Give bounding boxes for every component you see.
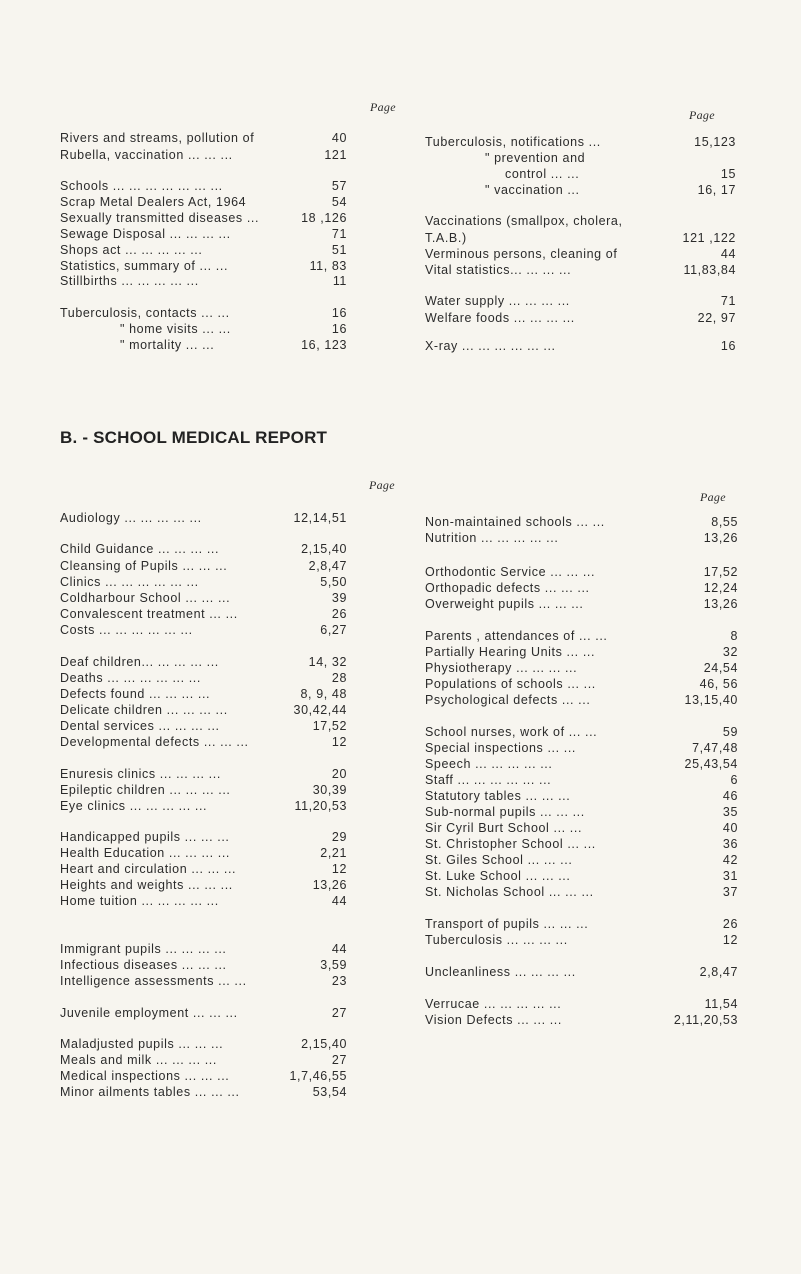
- entry-pages: 121 ,122: [682, 231, 736, 245]
- entry-label: Nutrition ... ... ... ... ...: [425, 531, 559, 545]
- index-entry: [60, 941, 347, 957]
- entry-pages: 46: [722, 789, 738, 803]
- entry-label: Handicapped pupils ... ... ...: [60, 830, 230, 844]
- entry-label: Scrap Metal Dealers Act, 1964: [60, 195, 247, 209]
- entry-pages: 24,54: [703, 661, 738, 675]
- index-entry: [60, 782, 347, 798]
- entry-label: Parents , attendances of ... ...: [425, 629, 608, 643]
- index-entry: [425, 692, 738, 708]
- entry-pages: 2,8,47: [699, 965, 738, 979]
- entry-pages: 25,43,54: [684, 757, 738, 771]
- entry-pages: 32: [722, 645, 738, 659]
- entry-label: Medical inspections ... ... ...: [60, 1069, 230, 1083]
- entry-label: Statutory tables ... ... ...: [425, 789, 571, 803]
- entry-label: Maladjusted pupils ... ... ...: [60, 1037, 224, 1051]
- index-entry: [60, 957, 347, 973]
- entry-pages: 30,39: [312, 783, 347, 797]
- index-entry: [60, 1084, 347, 1100]
- entry-label: Delicate children ... ... ... ...: [60, 703, 228, 717]
- entry-pages: 16, 17: [697, 183, 736, 197]
- index-entry: [425, 150, 736, 166]
- entry-pages: 11: [332, 274, 347, 288]
- entry-label: Transport of pupils ... ... ...: [425, 917, 589, 931]
- index-entry: [425, 820, 738, 836]
- index-entry: [425, 338, 736, 354]
- entry-pages: 16, 123: [301, 338, 347, 352]
- entry-label: Vaccinations (smallpox, cholera,: [425, 214, 623, 228]
- entry-pages: 42: [722, 853, 738, 867]
- index-entry: [425, 884, 738, 900]
- entry-label: Vision Defects ... ... ...: [425, 1013, 562, 1027]
- entry-label: Convalescent treatment ... ...: [60, 607, 238, 621]
- entry-label: Coldharbour School ... ... ...: [60, 591, 231, 605]
- entry-pages: 6,27: [320, 623, 347, 637]
- index-entry: [60, 210, 347, 226]
- index-entry: [60, 558, 347, 574]
- index-entry: [60, 574, 347, 590]
- entry-pages: 3,59: [320, 958, 347, 972]
- entry-pages: 2,15,40: [301, 1037, 347, 1051]
- entry-pages: 23: [331, 974, 347, 988]
- entry-pages: 46, 56: [699, 677, 738, 691]
- entry-pages: 6: [730, 773, 738, 787]
- entry-pages: 12,24: [703, 581, 738, 595]
- index-entry: [425, 724, 738, 740]
- index-entry: [425, 932, 738, 948]
- entry-pages: 44: [331, 894, 347, 908]
- entry-pages: 14, 32: [308, 655, 347, 669]
- index-entry: [425, 134, 736, 150]
- entry-label: Clinics ... ... ... ... ... ...: [60, 575, 199, 589]
- entry-label: Tuberculosis, contacts ... ...: [60, 306, 230, 320]
- entry-label: Speech ... ... ... ... ...: [425, 757, 553, 771]
- entry-label: Sub-normal pupils ... ... ...: [425, 805, 585, 819]
- index-entry: [425, 964, 738, 980]
- index-entry: [60, 686, 347, 702]
- entry-label: Schools ... ... ... ... ... ... ...: [60, 179, 223, 193]
- page-column-header: Page: [689, 108, 715, 122]
- entry-label: Deaths ... ... ... ... ... ...: [60, 671, 201, 685]
- entry-pages: 37: [722, 885, 738, 899]
- entry-pages: 29: [331, 830, 347, 844]
- index-entry: [60, 766, 347, 782]
- entry-pages: 22, 97: [697, 311, 736, 325]
- entry-label: Dental services ... ... ... ...: [60, 719, 220, 733]
- index-entry: [60, 273, 347, 289]
- index-entry: [60, 861, 347, 877]
- entry-pages: 44: [720, 247, 736, 261]
- index-entry: [425, 182, 736, 198]
- index-entry: [425, 676, 738, 692]
- index-entry: [425, 230, 736, 246]
- index-entry: [60, 877, 347, 893]
- entry-pages: 16: [331, 322, 347, 336]
- entry-label: Health Education ... ... ... ...: [60, 846, 230, 860]
- entry-pages: 13,15,40: [684, 693, 738, 707]
- index-entry: [60, 258, 347, 274]
- index-entry: [425, 310, 736, 326]
- section-title: B. - SCHOOL MEDICAL REPORT: [60, 428, 328, 447]
- entry-label: " vaccination ...: [485, 183, 580, 197]
- entry-pages: 11,20,53: [294, 799, 347, 813]
- index-entry: [60, 337, 347, 353]
- entry-label: Tuberculosis ... ... ... ...: [425, 933, 568, 947]
- entry-label: Statistics, summary of ... ...: [60, 259, 229, 273]
- entry-pages: 27: [331, 1053, 347, 1067]
- entry-pages: 28: [331, 671, 347, 685]
- entry-pages: 121: [324, 148, 347, 162]
- entry-label: Eye clinics ... ... ... ... ...: [60, 799, 208, 813]
- entry-label: Overweight pupils ... ... ...: [425, 597, 584, 611]
- index-entry: [60, 718, 347, 734]
- entry-label: Sir Cyril Burt School ... ...: [425, 821, 583, 835]
- entry-pages: 31: [722, 869, 738, 883]
- index-entry: [60, 845, 347, 861]
- entry-pages: 13,26: [703, 597, 738, 611]
- index-entry: [425, 628, 738, 644]
- index-entry: [60, 590, 347, 606]
- entry-pages: 5,50: [320, 575, 347, 589]
- index-entry: [60, 130, 347, 146]
- entry-label: Enuresis clinics ... ... ... ...: [60, 767, 221, 781]
- entry-pages: 44: [331, 942, 347, 956]
- entry-label: Defects found ... ... ... ...: [60, 687, 211, 701]
- entry-label: Heart and circulation ... ... ...: [60, 862, 237, 876]
- index-entry: [425, 868, 738, 884]
- entry-label: St. Luke School ... ... ...: [425, 869, 571, 883]
- entry-pages: 2,8,47: [308, 559, 347, 573]
- entry-pages: 2,21: [320, 846, 347, 860]
- index-entry: [425, 996, 738, 1012]
- entry-pages: 39: [331, 591, 347, 605]
- index-entry: [425, 644, 738, 660]
- entry-pages: 2,11,20,53: [673, 1013, 738, 1027]
- index-entry: [425, 660, 738, 676]
- entry-label: " prevention and: [485, 151, 586, 165]
- entry-pages: 35: [722, 805, 738, 819]
- entry-pages: 40: [331, 131, 347, 145]
- entry-label: Partially Hearing Units ... ...: [425, 645, 596, 659]
- entry-pages: 12: [722, 933, 738, 947]
- index-entry: [425, 166, 736, 182]
- index-entry: [425, 836, 738, 852]
- index-entry: [60, 622, 347, 638]
- entry-pages: 17,52: [312, 719, 347, 733]
- index-entry: [60, 893, 347, 909]
- entry-pages: 71: [720, 294, 736, 308]
- entry-pages: 18 ,126: [301, 211, 347, 225]
- entry-label: Orthopadic defects ... ... ...: [425, 581, 590, 595]
- entry-pages: 40: [722, 821, 738, 835]
- entry-label: Audiology ... ... ... ... ...: [60, 511, 202, 525]
- entry-label: Immigrant pupils ... ... ... ...: [60, 942, 227, 956]
- entry-pages: 71: [331, 227, 347, 241]
- index-entry: [425, 580, 738, 596]
- entry-label: Juvenile employment ... ... ...: [60, 1006, 238, 1020]
- entry-label: Sewage Disposal ... ... ... ...: [60, 227, 231, 241]
- entry-pages: 27: [331, 1006, 347, 1020]
- index-entry: [425, 596, 738, 612]
- index-entry: [425, 262, 736, 278]
- index-entry: [425, 772, 738, 788]
- entry-label: Shops act ... ... ... ... ...: [60, 243, 203, 257]
- entry-label: Orthodontic Service ... ... ...: [425, 565, 596, 579]
- entry-label: Sexually transmitted diseases ...: [60, 211, 260, 225]
- entry-label: Verminous persons, cleaning of: [425, 247, 618, 261]
- entry-pages: 11,54: [704, 997, 738, 1011]
- entry-label: Home tuition ... ... ... ... ...: [60, 894, 219, 908]
- entry-label: Cleansing of Pupils ... ... ...: [60, 559, 228, 573]
- entry-label: Physiotherapy ... ... ... ...: [425, 661, 578, 675]
- entry-pages: 11, 83: [309, 259, 347, 273]
- entry-label: St. Christopher School ... ...: [425, 837, 596, 851]
- entry-pages: 2,15,40: [301, 542, 347, 556]
- index-entry: [60, 1005, 347, 1021]
- entry-label: " mortality ... ...: [120, 338, 215, 352]
- entry-pages: 12,14,51: [293, 511, 347, 525]
- entry-pages: 13,26: [312, 878, 347, 892]
- entry-label: Tuberculosis, notifications ...: [425, 135, 601, 149]
- entry-label: Infectious diseases ... ... ...: [60, 958, 227, 972]
- entry-pages: 13,26: [703, 531, 738, 545]
- entry-pages: 8, 9, 48: [300, 687, 347, 701]
- entry-pages: 20: [331, 767, 347, 781]
- entry-label: T.A.B.): [425, 231, 467, 245]
- entry-pages: 1,7,46,55: [289, 1069, 347, 1083]
- index-entry: [60, 226, 347, 242]
- entry-label: Intelligence assessments ... ...: [60, 974, 247, 988]
- entry-pages: 26: [331, 607, 347, 621]
- entry-label: Rubella, vaccination ... ... ...: [60, 148, 233, 162]
- index-entry: [60, 606, 347, 622]
- entry-label: Rivers and streams, pollution of: [60, 131, 255, 145]
- entry-label: Deaf children... ... ... ... ...: [60, 655, 219, 669]
- entry-pages: 30,42,44: [293, 703, 347, 717]
- entry-label: Staff ... ... ... ... ... ...: [425, 773, 552, 787]
- entry-label: St. Nicholas School ... ... ...: [425, 885, 594, 899]
- index-entry: [60, 510, 347, 526]
- entry-pages: 15: [720, 167, 736, 181]
- page-column-header: Page: [369, 478, 395, 492]
- entry-pages: 54: [331, 195, 347, 209]
- index-entry: [425, 740, 738, 756]
- index-entry: [425, 293, 736, 309]
- entry-label: " home visits ... ...: [120, 322, 231, 336]
- entry-pages: 15,123: [694, 135, 736, 149]
- entry-label: Vital statistics... ... ... ...: [425, 263, 572, 277]
- entry-label: Special inspections ... ...: [425, 741, 576, 755]
- entry-pages: 8,55: [711, 515, 738, 529]
- entry-label: Heights and weights ... ... ...: [60, 878, 233, 892]
- entry-label: Verrucae ... ... ... ... ...: [425, 997, 562, 1011]
- index-entry: [425, 852, 738, 868]
- entry-pages: 11,83,84: [683, 263, 736, 277]
- index-entry: [60, 973, 347, 989]
- entry-label: Child Guidance ... ... ... ...: [60, 542, 220, 556]
- index-entry: [425, 530, 738, 546]
- index-entry: [425, 1012, 738, 1028]
- index-entry: [60, 654, 347, 670]
- entry-label: Stillbirths ... ... ... ... ...: [60, 274, 199, 288]
- entry-label: Populations of schools ... ...: [425, 677, 596, 691]
- entry-label: X-ray ... ... ... ... ... ...: [425, 339, 556, 353]
- index-entry: [425, 756, 738, 772]
- entry-label: Meals and milk ... ... ... ...: [60, 1053, 217, 1067]
- entry-pages: 16: [720, 339, 736, 353]
- entry-pages: 8: [730, 629, 738, 643]
- index-entry: [60, 194, 347, 210]
- index-entry: [425, 514, 738, 530]
- entry-label: Water supply ... ... ... ...: [425, 294, 570, 308]
- index-entry: [425, 213, 736, 229]
- entry-pages: 12: [331, 735, 347, 749]
- index-entry: [425, 246, 736, 262]
- entry-pages: 26: [722, 917, 738, 931]
- index-entry: [60, 734, 347, 750]
- index-entry: [60, 829, 347, 845]
- index-entry: [60, 242, 347, 258]
- index-entry: [60, 305, 347, 321]
- index-entry: [60, 178, 347, 194]
- entry-label: Developmental defects ... ... ...: [60, 735, 249, 749]
- index-entry: [60, 541, 347, 557]
- entry-pages: 7,47,48: [692, 741, 738, 755]
- page-column-header: Page: [700, 490, 726, 504]
- entry-pages: 36: [722, 837, 738, 851]
- entry-pages: 16: [331, 306, 347, 320]
- index-entry: [60, 1052, 347, 1068]
- page-column-header: Page: [370, 100, 396, 114]
- index-entry: [425, 564, 738, 580]
- entry-pages: 59: [722, 725, 738, 739]
- index-entry: [60, 670, 347, 686]
- entry-label: Uncleanliness ... ... ... ...: [425, 965, 576, 979]
- index-entry: [60, 1068, 347, 1084]
- index-entry: [60, 702, 347, 718]
- entry-label: control ... ...: [505, 167, 580, 181]
- entry-pages: 51: [331, 243, 347, 257]
- index-entry: [425, 916, 738, 932]
- index-entry: [60, 147, 347, 163]
- entry-label: Epileptic children ... ... ... ...: [60, 783, 231, 797]
- index-entry: [425, 804, 738, 820]
- entry-label: Costs ... ... ... ... ... ...: [60, 623, 193, 637]
- entry-label: Minor ailments tables ... ... ...: [60, 1085, 240, 1099]
- index-entry: [60, 321, 347, 337]
- entry-pages: 57: [331, 179, 347, 193]
- entry-pages: 17,52: [703, 565, 738, 579]
- entry-label: Welfare foods ... ... ... ...: [425, 311, 575, 325]
- index-entry: [425, 788, 738, 804]
- entry-label: Psychological defects ... ...: [425, 693, 591, 707]
- entry-label: St. Giles School ... ... ...: [425, 853, 573, 867]
- entry-pages: 12: [331, 862, 347, 876]
- entry-label: School nurses, work of ... ...: [425, 725, 598, 739]
- index-entry: [60, 1036, 347, 1052]
- entry-pages: 53,54: [312, 1085, 347, 1099]
- entry-label: Non-maintained schools ... ...: [425, 515, 605, 529]
- index-entry: [60, 798, 347, 814]
